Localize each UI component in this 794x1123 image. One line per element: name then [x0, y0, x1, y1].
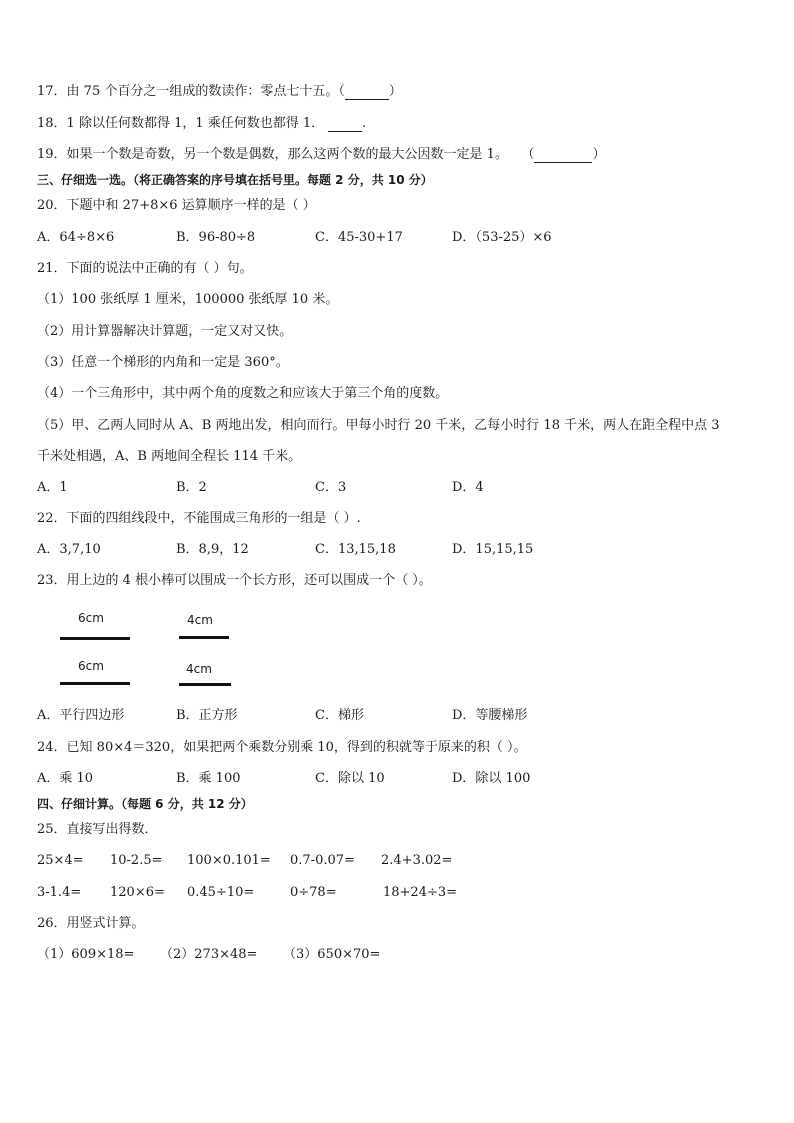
answer-blank-19[interactable]	[534, 162, 592, 163]
q21-statement-1: （1）100 张纸厚 1 厘米，100000 张纸厚 10 米。	[37, 292, 339, 307]
calc-item: 3-1.4=	[37, 885, 82, 900]
q23-option-d[interactable]: D．等腰梯形	[452, 708, 528, 723]
q23-option-c[interactable]: C．梯形	[315, 708, 364, 723]
q22-option-d[interactable]: D．15,15,15	[452, 542, 534, 557]
question-17: 17．由 75 个百分之一组成的数读作：零点七十五。（ ）	[37, 84, 402, 99]
calc-item: 0÷78=	[290, 885, 337, 900]
q21-statement-5: （5）甲、乙两人同时从 A、B 两地出发，相向而行。甲每小时行 20 千米，乙每小时行 18 千米，两人在距全程中点 3	[37, 418, 720, 433]
question-18: 18．1 除以任何数都得 1，1 乘任何数也都得 1． .	[37, 116, 367, 131]
stick-label-2: 4cm	[187, 613, 213, 627]
q22-option-c[interactable]: C．13,15,18	[315, 542, 396, 557]
question-25-stem: 25．直接写出得数．	[37, 822, 158, 837]
section-4-heading: 四、仔细计算。（每题 6 分，共 12 分）	[37, 797, 253, 811]
q21-statement-2: （2）用计算器解决计算题，一定又对又快。	[37, 324, 293, 339]
q20-option-a[interactable]: A．64÷8×6	[37, 230, 115, 245]
q20-option-d[interactable]: D．（53-25）×6	[452, 230, 552, 245]
question-19-text: 19．如果一个数是奇数，另一个数是偶数，那么这两个数的最大公因数一定是 1。	[37, 147, 508, 162]
calc-item: 100×0.101=	[187, 853, 271, 868]
q21-statement-5-cont: 千米处相遇，A、B 两地间全程长 114 千米。	[37, 449, 302, 464]
q24-option-b[interactable]: B．乘 100	[176, 771, 241, 786]
q23-option-a[interactable]: A．平行四边形	[37, 708, 125, 723]
question-26-stem: 26．用竖式计算。	[37, 916, 145, 931]
calc-item: 120×6=	[110, 885, 165, 900]
answer-blank-17[interactable]	[345, 99, 389, 100]
calc-item: 18+24÷3=	[383, 885, 458, 900]
vertical-calc-item: （1）609×18=	[37, 947, 135, 962]
stick-label-4: 4cm	[186, 662, 212, 676]
q20-option-b[interactable]: B．96-80÷8	[176, 230, 256, 245]
question-19: 19．如果一个数是奇数，另一个数是偶数，那么这两个数的最大公因数一定是 1。 （ ）	[37, 147, 606, 162]
vertical-calc-item: （3）650×70=	[283, 947, 381, 962]
q24-option-a[interactable]: A．乘 10	[37, 771, 94, 786]
calc-item: 10-2.5=	[110, 853, 163, 868]
calc-item: 25×4=	[37, 853, 84, 868]
question-22-stem: 22．下面的四组线段中，不能围成三角形的一组是（ ）.	[37, 511, 361, 526]
q21-statement-4: （4）一个三角形中，其中两个角的度数之和应该大于第三个角的度数。	[37, 386, 449, 401]
q21-option-d[interactable]: D．4	[452, 480, 484, 495]
calc-item: 0.45÷10=	[187, 885, 255, 900]
stick-4cm-top	[179, 636, 229, 639]
stick-4cm-bottom	[179, 683, 231, 686]
stick-6cm-bottom	[60, 682, 130, 685]
stick-label-1: 6cm	[78, 611, 104, 625]
question-24-stem: 24．已知 80×4＝320，如果把两个乘数分别乘 10，得到的积就等于原来的积（ ）。	[37, 740, 527, 755]
q21-option-c[interactable]: C．3	[315, 480, 347, 495]
question-23-stem: 23．用上边的 4 根小棒可以围成一个长方形，还可以围成一个（ ）。	[37, 573, 432, 588]
calc-item: 2.4+3.02=	[381, 853, 453, 868]
calc-item: 0.7-0.07=	[290, 853, 355, 868]
section-3-heading: 三、仔细选一选。（将正确答案的序号填在括号里。每题 2 分，共 10 分）	[37, 173, 433, 187]
q21-statement-3: （3）任意一个梯形的内角和一定是 360°。	[37, 355, 289, 370]
stick-label-3: 6cm	[78, 659, 104, 673]
q20-option-c[interactable]: C．45-30+17	[315, 230, 403, 245]
q23-option-b[interactable]: B．正方形	[176, 708, 238, 723]
stick-6cm-top	[60, 637, 130, 640]
answer-blank-18[interactable]	[328, 131, 362, 132]
question-17-text: 17．由 75 个百分之一组成的数读作：零点七十五。（	[37, 84, 345, 99]
q24-option-c[interactable]: C．除以 10	[315, 771, 385, 786]
question-20-stem: 20．下题中和 27+8×6 运算顺序一样的是（ ）	[37, 198, 316, 213]
q22-option-a[interactable]: A．3,7,10	[37, 542, 101, 557]
vertical-calc-item: （2）273×48=	[160, 947, 258, 962]
q24-option-d[interactable]: D．除以 100	[452, 771, 531, 786]
question-18-text: 18．1 除以任何数都得 1，1 乘任何数也都得 1．	[37, 116, 325, 131]
q22-option-b[interactable]: B．8,9，12	[176, 542, 249, 557]
q21-option-b[interactable]: B．2	[176, 480, 207, 495]
question-21-stem: 21．下面的说法中正确的有（ ）句。	[37, 261, 253, 276]
q21-option-a[interactable]: A．1	[37, 480, 68, 495]
